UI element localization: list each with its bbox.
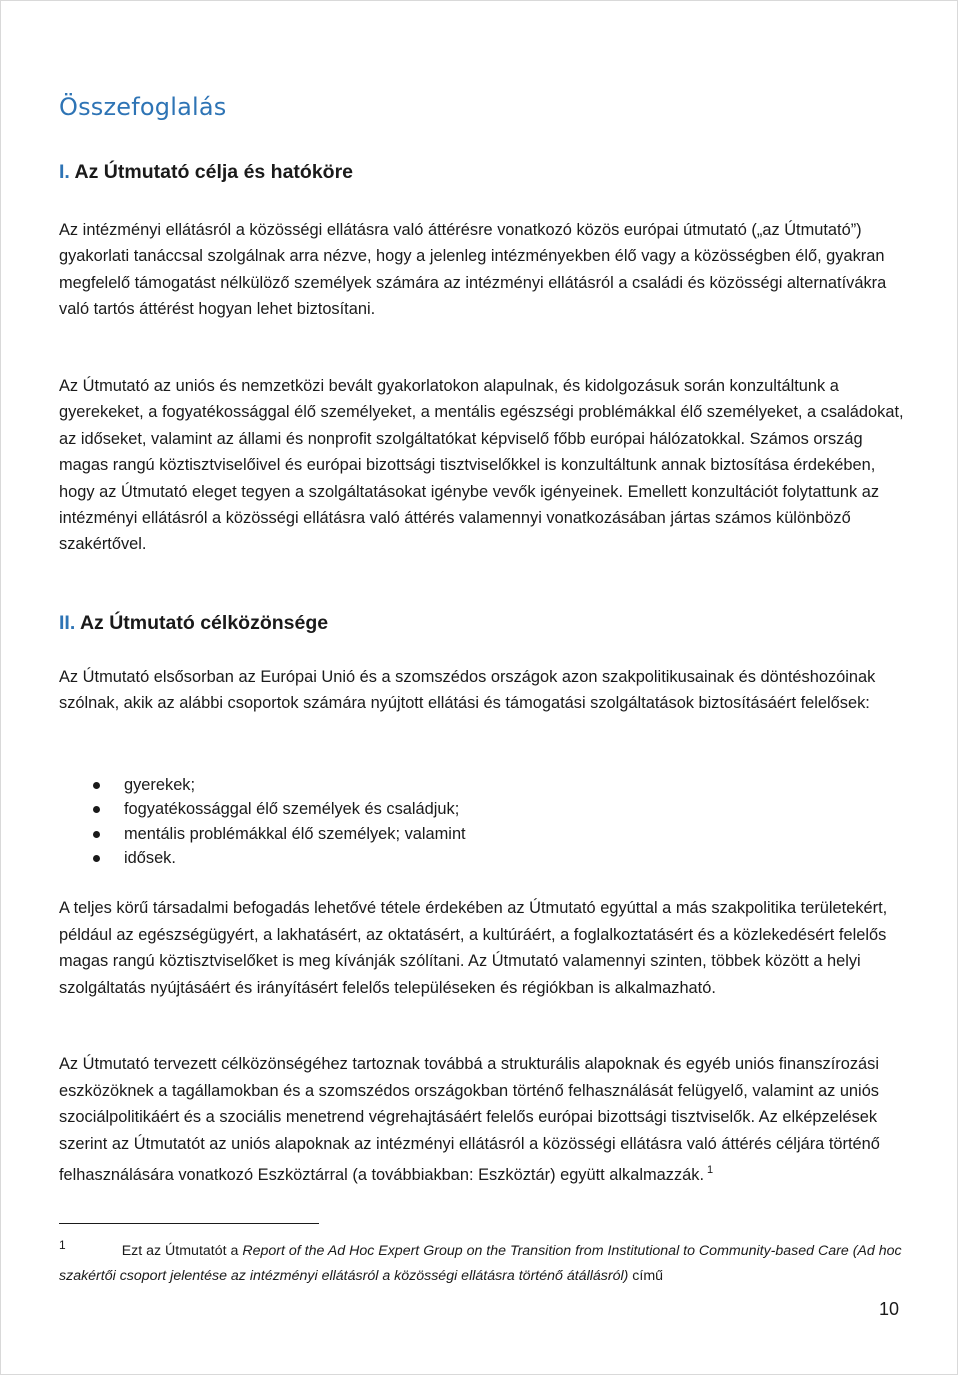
list-item: gyerekek; xyxy=(59,773,859,797)
section-1-title: Az Útmutató célja és hatóköre xyxy=(74,161,354,183)
page-number: 10 xyxy=(878,1299,899,1319)
section-1-paragraph-1: Az intézményi ellátásról a közösségi ellátásra való áttérésre vonatkozó közös európai útmutató („az Útmutató”) gyakorlati tanáccsal szolgálnak arra nézve, hogy a jelenleg intézményekben élő vagy a közösségben élő, gyakran megfelelő támogatást nélkülöző személyek számára az intézményi ellátásról a családi és közösségi alternatívákra való tartós áttérést hogyan lehet biztosítani. xyxy=(59,221,887,319)
section-2-paragraph-2: A teljes körű társadalmi befogadás lehetővé tétele érdekében az Útmutató egyúttal a más szakpolitika területekért, például az egészségügyért, a lakhatásért, az oktatásért, a kultúráért, a foglalkoztatásért és a közlekedésért felelős magas rangú köztisztviselőket is meg kívánják szólítani. Az Útmutató valamennyi szinten, többek között a helyi szolgáltatás nyújtásáért és irányításért felelős településeken és régiókban is alkalmazható. xyxy=(59,899,888,997)
bullet-icon xyxy=(93,831,100,838)
footnote-reference[interactable]: 1 xyxy=(707,1164,714,1176)
section-2-number: II. xyxy=(59,612,76,634)
section-2-paragraph-3: Az Útmutató tervezett célközönségéhez tartoznak továbbá a strukturális alapoknak és egyéb uniós finanszírozási eszközöknek a tagállamokban és a szomszédos országokban történő felhasználását felügyelő, valamint az uniós szociálpolitikáért és a szociális menetrend végrehajtásáért felelős európai bizottsági tisztviselők. Az elképzelések szerint az Útmutatót az uniós alapoknak az intézményi ellátásról a közösségi ellátásra való áttérés céljára történő felhasználására vonatkozó Eszköztárral (a továbbiakban: Eszköztár) együtt alkalmazzák. $^1$ xyxy=(59,1055,880,1184)
list-item: idősek. xyxy=(59,846,859,870)
list-item: mentális problémákkal élő személyek; valamint xyxy=(59,822,859,846)
section-1-paragraph-2: Az Útmutató az uniós és nemzetközi bevált gyakorlatokon alapulnak, és kidolgozásuk során konzultáltunk a gyerekeket, a fogyatékossággal élő személyeket, a mentális egészségi problémákkal élő személyeket, a családokat, az időseket, valamint az állami és nonprofit szolgáltatókat képviselő főbb európai hálózatokkal. Számos ország magas rangú köztisztviselőivel és európai bizottsági tisztviselőkkel is konzultáltunk annak biztosítása érdekében, hogy az Útmutató eleget tegyen a szolgáltatásokat igénybe vevők igényeinek. Emellett konzultációt folytattunk az intézményi ellátásról a közösségi ellátásra való áttérés valamennyi vonatkozásában jártas számos különböző szakértővel. xyxy=(59,377,904,554)
section-2-heading xyxy=(59,612,328,635)
section-1-heading xyxy=(59,161,353,184)
page-title: Összefoglalás xyxy=(59,93,227,121)
footnote-separator xyxy=(59,1223,319,1224)
footnote-report-title: Report of the Ad Hoc Expert Group on the Transition from Institutional to Community-based Care (Ad hoc szakértői csoport jelentése az intézményi ellátásról a közösségi ellátásra történő átállásról) xyxy=(59,1243,902,1284)
bullet-icon xyxy=(93,806,100,813)
list-item: fogyatékossággal élő személyek és családjuk; xyxy=(59,797,859,821)
section-2-paragraph-1: Az Útmutató elsősorban az Európai Unió és a szomszédos országok azon szakpolitikusainak és döntéshozóinak szólnak, akik az alábbi csoportok számára nyújtott ellátási és támogatási szolgáltatások biztosításáért felelősek: xyxy=(59,668,876,713)
target-group-list xyxy=(59,773,859,871)
bullet-icon xyxy=(93,782,100,789)
section-2-title: Az Útmutató célközönsége xyxy=(79,612,329,634)
section-1-number: I. xyxy=(59,161,70,183)
footnote: $^1$ Ezt az Útmutatót a Report of the Ad Hoc Expert Group on the Transition from Institutional to Community-based Care (Ad hoc szakértői csoport jelentése az intézményi ellátásról a közösségi ellátásra történő átállásról) című xyxy=(59,1238,902,1284)
footnote-number: 1 xyxy=(59,1238,66,1252)
bullet-icon xyxy=(93,855,100,862)
